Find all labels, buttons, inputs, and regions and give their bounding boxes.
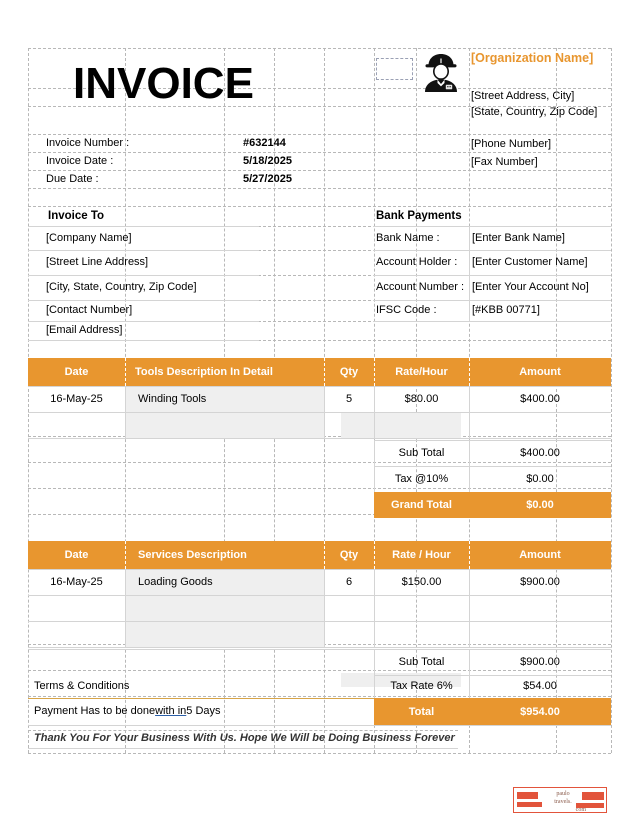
invoice-date-value: 5/18/2025: [243, 154, 292, 167]
tools-row-divider: [28, 386, 611, 387]
services-subtotal-label: Sub Total: [398, 655, 445, 668]
services-header-qty: Qty: [339, 549, 359, 561]
account-holder-label: Account Holder :: [376, 256, 458, 269]
services-row-description: Loading Goods: [138, 575, 213, 588]
organization-name: [Organization Name]: [471, 51, 594, 65]
tools-row-date: 16-May-25: [50, 392, 103, 405]
invoice-to-divider: [28, 321, 259, 322]
logo-text-line1: paulo: [556, 791, 570, 797]
services-row-divider: [28, 621, 611, 622]
tools-header-description: Tools Description In Detail: [135, 366, 273, 378]
services-col-divider: [469, 569, 470, 647]
services-row-amount: $900.00: [520, 575, 560, 588]
services-col-divider: [374, 569, 375, 647]
bank-row-divider: [373, 321, 611, 322]
header-divider: [125, 358, 126, 386]
invoice-number-value: #632144: [243, 136, 286, 149]
due-date-value: 5/27/2025: [243, 172, 292, 185]
services-header-date: Date: [64, 549, 89, 561]
services-header-rate: Rate / Hour: [392, 549, 451, 561]
tools-grandtotal-label: Grand Total: [374, 492, 469, 518]
tools-row-rate: $80.00: [404, 392, 439, 405]
invoice-to-divider: [28, 226, 259, 227]
organization-fax: [Fax Number]: [471, 156, 538, 168]
services-row-divider: [28, 569, 611, 570]
footer-divider-top: [28, 730, 458, 731]
logo-text-line2: travels.: [554, 799, 572, 806]
tools-header-qty: Qty: [339, 366, 359, 378]
tools-header-amount: Amount: [519, 366, 561, 378]
invoice-to-line: [City, State, Country, Zip Code]: [46, 281, 197, 294]
bank-name-value: [Enter Bank Name]: [472, 231, 565, 244]
bank-name-label: Bank Name :: [376, 231, 440, 244]
invoice-to-line: [Contact Number]: [46, 304, 133, 317]
tools-row-amount: $400.00: [520, 392, 560, 405]
invoice-to-divider: [28, 250, 259, 251]
account-number-value: [Enter Your Account No]: [472, 281, 589, 294]
terms-bottom-divider: [28, 725, 611, 726]
services-total-divider: [374, 649, 611, 650]
services-tax-value: $54.00: [523, 680, 557, 693]
services-row-date: 16-May-25: [50, 575, 103, 588]
terms-text-after: 5 Days: [186, 705, 221, 718]
tools-tax-value: $0.00: [526, 472, 554, 485]
tools-col-divider: [469, 386, 470, 438]
services-total-divider: [374, 675, 611, 676]
tools-total-divider: [374, 466, 611, 467]
logo-placeholder-box[interactable]: [376, 58, 413, 80]
footer-divider: [28, 748, 458, 749]
services-header-description: Services Description: [138, 549, 247, 561]
tools-grandtotal-value: $0.00: [469, 492, 611, 518]
tools-row-description: Winding Tools: [138, 392, 207, 405]
ifsc-code-value: [#KBB 00771]: [472, 304, 540, 317]
invoice-to-divider: [28, 340, 259, 341]
tools-col-divider: [374, 386, 375, 438]
services-header-amount: Amount: [519, 549, 561, 561]
services-total-col-divider: [374, 649, 375, 698]
bank-row-divider: [373, 226, 611, 227]
organization-state: [State, Country, Zip Code]: [471, 106, 598, 118]
tools-row-divider: [28, 412, 611, 413]
tools-row-qty: 5: [345, 392, 353, 405]
grid-line-h: [28, 48, 611, 49]
grid-line-h: [28, 753, 611, 754]
tools-total-divider: [374, 440, 611, 441]
bank-row-divider: [373, 300, 611, 301]
tools-subtotal-label: Sub Total: [398, 446, 445, 459]
services-subtotal-value: $900.00: [520, 655, 560, 668]
services-total-label: Total: [374, 698, 469, 725]
tools-tax-label: Tax @10%: [394, 472, 449, 485]
due-date-label: Due Date :: [46, 172, 99, 185]
services-total-value: $954.00: [469, 698, 611, 725]
tools-col-divider: [125, 386, 126, 438]
tools-row-divider: [28, 438, 611, 439]
bank-payments-heading: Bank Payments: [376, 210, 462, 223]
invoice-number-label: Invoice Number :: [46, 136, 130, 149]
tools-col-divider: [324, 386, 325, 438]
terms-heading: Terms & Conditions: [34, 680, 130, 693]
services-row-divider: [28, 647, 611, 648]
bank-col-divider: [469, 226, 470, 321]
grid-line-h: [28, 188, 611, 189]
logo-text-line3: com: [575, 807, 586, 814]
services-row-divider: [28, 595, 611, 596]
services-total-col-divider: [469, 649, 470, 698]
bank-row-divider: [373, 275, 611, 276]
organization-street: [Street Address, City]: [471, 90, 575, 102]
logo-bar-left-bottom: [517, 802, 542, 807]
invoice-to-line: [Company Name]: [46, 231, 132, 244]
worker-avatar-icon: [418, 50, 464, 96]
tools-total-col-divider: [469, 440, 470, 492]
terms-text-before: Payment Has to be done: [34, 705, 156, 718]
account-holder-value: [Enter Customer Name]: [472, 256, 588, 269]
account-number-label: Account Number :: [376, 281, 465, 294]
invoice-date-label: Invoice Date :: [46, 154, 114, 167]
services-col-divider: [125, 569, 126, 647]
invoice-to-divider: [28, 275, 259, 276]
terms-text-flagged: with in: [155, 705, 187, 718]
tools-subtotal-value: $400.00: [520, 446, 560, 459]
services-row-qty: 6: [345, 575, 353, 588]
services-row-rate: $150.00: [401, 575, 442, 588]
ifsc-code-label: IFSC Code :: [376, 304, 437, 317]
header-divider: [125, 541, 126, 569]
tools-header-date: Date: [64, 366, 89, 378]
organization-phone: [Phone Number]: [471, 138, 552, 150]
page-title: INVOICE: [73, 59, 254, 108]
tools-header-rate: Rate/Hour: [395, 366, 448, 378]
logo-bar-left-top: [517, 792, 538, 799]
invoice-to-line: [Email Address]: [46, 324, 123, 337]
invoice-to-line: [Street Line Address]: [46, 256, 149, 269]
tools-description-fill-extra: [341, 412, 461, 438]
services-tax-label: Tax Rate 6%: [390, 680, 453, 693]
grid-line-v: [611, 48, 612, 753]
tools-total-col-divider: [374, 440, 375, 492]
invoice-to-divider: [28, 300, 259, 301]
logo-text: [540, 790, 586, 814]
brand-logo: [513, 787, 607, 813]
terms-top-divider: [28, 649, 374, 650]
invoice-to-heading: Invoice To: [48, 210, 105, 223]
invoice-sheet: [28, 48, 611, 753]
bank-row-divider: [373, 250, 611, 251]
grid-line-h: [28, 206, 611, 207]
footer-thank-you-note: Thank You For Your Business With Us. Hope We Will be Doing Business Forever: [34, 732, 455, 744]
terms-text: [34, 698, 364, 725]
services-col-divider: [324, 569, 325, 647]
